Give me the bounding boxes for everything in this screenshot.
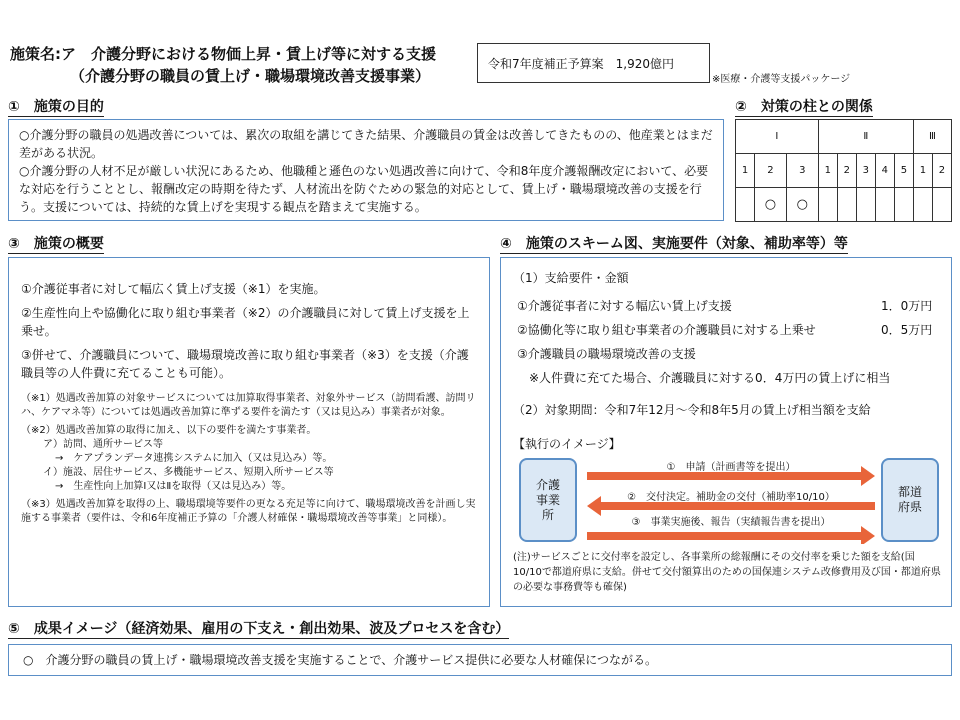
pillar-mark xyxy=(856,188,875,222)
scheme-footnote: (注)サービスごとに交付率を設定し、各事業所の総報酬にその交付率を乗じた額を支給(国10/10で都道府県に支給。併せて交付額算出のための国保連システム改修費用及び国・都道府県の必要な事務費等も確保) xyxy=(513,552,941,593)
section3-box xyxy=(8,257,490,607)
target-period: （2）対象期間：令和7年12月～令和8年5月の賃上げ相当額を支給 xyxy=(513,403,871,417)
requirement-row-2-amount: 0．5万円 xyxy=(881,323,933,337)
pillar-table xyxy=(735,119,952,222)
requirement-row-3: ③介護職員の職場環境改善の支援 xyxy=(517,347,696,361)
pillar-number: 1 xyxy=(913,154,932,188)
overview-note-2a-detail: → ケアプランデータ連携システムに加入（又は見込み）等。 xyxy=(55,453,333,464)
overview-note-1: （※1）処遇改善加算の対象サービスについては加算取得事業者、対象外サービス（訪問看護、訪問リハ、ケアマネ等）については処遇改善加算に準ずる要件を満たす（又は見込み）事業者が対象。 xyxy=(21,393,476,418)
pillar-mark xyxy=(818,188,837,222)
budget-box xyxy=(477,43,710,83)
outcome-text: ○ 介護分野の職員の賃上げ・職場環境改善支援を実施することで、介護サービス提供に必要な人材確保につながる。 xyxy=(23,653,657,667)
section5-heading: ⑤ 成果イメージ（経済効果、雇用の下支え・創出効果、波及プロセスを含む） xyxy=(8,621,510,637)
pillar-number: 5 xyxy=(894,154,913,188)
pillar-number: 1 xyxy=(818,154,837,188)
section4-heading: ④ 施策のスキーム図、実施要件（対象、補助率等）等 xyxy=(500,236,848,252)
pillar-mark: ○ xyxy=(755,188,787,222)
overview-item-3: ③併せて、介護職員について、職場環境改善に取り組む事業者（※3）を支援（介護職員等の人件費に充てることも可能）。 xyxy=(21,348,469,380)
title-line-1: 施策名:ア 介護分野における物価上昇・賃上げ等に対する支援 xyxy=(10,45,437,63)
pillar-number: 2 xyxy=(932,154,951,188)
arrow-right-3 xyxy=(587,526,875,544)
section1-heading: ① 施策の目的 xyxy=(8,99,104,115)
flow-step-3: ③ 事業実施後、報告（実績報告書を提出） xyxy=(631,517,831,528)
pillar-number: 4 xyxy=(875,154,894,188)
actor-prefecture: 都道府県 xyxy=(881,458,939,542)
pillar-mark xyxy=(736,188,755,222)
purpose-paragraph-1: ○介護分野の職員の処遇改善については、累次の取組を講じてきた結果、介護職員の賃金は改善してきたものの、他産業とはまだ差がある状況。 xyxy=(19,128,713,160)
pillar-group-3: Ⅲ xyxy=(913,120,951,154)
requirement-row-2-label: ②協働化等に取り組む事業者の介護職員に対する上乗せ xyxy=(517,323,816,337)
purpose-paragraph-2: ○介護分野の人材不足が厳しい状況にあるため、他職種と遜色のない処遇改善に向けて、令和8年度介護報酬改定において、必要な対応を行うこととし、報酬改定の時期を待たず、人材流出を防ぐための緊急的対応として、賃上げ・職場環境改善の支援を行う。支援については、持続的な賃上げを実現する観点を踏まえて実施する。 xyxy=(19,164,709,214)
pillar-number: 2 xyxy=(837,154,856,188)
package-note: ※医療・介護等支援パッケージ xyxy=(712,74,851,85)
flow-step-2: ② 交付決定。補助金の交付（補助率10/10） xyxy=(627,492,835,503)
section4-box xyxy=(500,257,952,607)
pillar-mark xyxy=(913,188,932,222)
requirement-row-1-amount: 1．0万円 xyxy=(881,299,933,313)
pillar-mark xyxy=(875,188,894,222)
pillar-group-2: Ⅱ xyxy=(818,120,913,154)
pillar-mark xyxy=(932,188,951,222)
section5-box xyxy=(8,644,952,676)
overview-note-3: （※3）処遇改善加算を取得の上、職場環境等要件の更なる充足等に向けて、職場環境改善を計画し実施する事業者（要件は、令和6年度補正予算の「介護人材確保・職場環境改善等事業」と同様）。 xyxy=(21,499,476,524)
pillar-mark xyxy=(894,188,913,222)
pillar-group-1: Ⅰ xyxy=(736,120,819,154)
section3-heading: ③ 施策の概要 xyxy=(8,236,104,252)
section1-box xyxy=(8,119,724,221)
flow-step-1: ① 申請（計画書等を提出） xyxy=(666,462,796,473)
pillar-number: 3 xyxy=(856,154,875,188)
overview-item-1: ①介護従事者に対して幅広く賃上げ支援（※1）を実施。 xyxy=(21,282,326,296)
pillar-mark xyxy=(837,188,856,222)
pillar-mark: ○ xyxy=(786,188,818,222)
image-label: 【執行のイメージ】 xyxy=(513,437,621,451)
actor-care-provider: 介護事業所 xyxy=(519,458,577,542)
overview-note-2: （※2）処遇改善加算の取得に加え、以下の要件を満たす事業者。 xyxy=(21,425,317,436)
title-line-2: （介護分野の職員の賃上げ・職場環境改善支援事業） xyxy=(70,67,431,85)
overview-note-2b-detail: → 生産性向上加算Ⅰ又はⅡを取得（又は見込み）等。 xyxy=(55,481,292,492)
pillar-number: 3 xyxy=(786,154,818,188)
requirements-heading: （1）支給要件・金額 xyxy=(513,271,629,285)
page-title xyxy=(10,43,436,87)
budget-label: 令和7年度補正予算案 1,920億円 xyxy=(488,56,674,71)
overview-item-2: ②生産性向上や協働化に取り組む事業者（※2）の介護職員に対して賃上げ支援を上乗せ。 xyxy=(21,306,470,338)
overview-note-2b: イ）施設、居住サービス、多機能サービス、短期入所サービス等 xyxy=(43,467,334,478)
pillar-number: 1 xyxy=(736,154,755,188)
requirement-row-3-note: ※人件費に充てた場合、介護職員に対する0．4万円の賃上げに相当 xyxy=(529,371,891,385)
requirement-row-1-label: ①介護従事者に対する幅広い賃上げ支援 xyxy=(517,299,732,313)
overview-note-2a: ア）訪問、通所サービス等 xyxy=(43,439,163,450)
section2-heading: ② 対策の柱との関係 xyxy=(735,99,873,115)
pillar-number: 2 xyxy=(755,154,787,188)
